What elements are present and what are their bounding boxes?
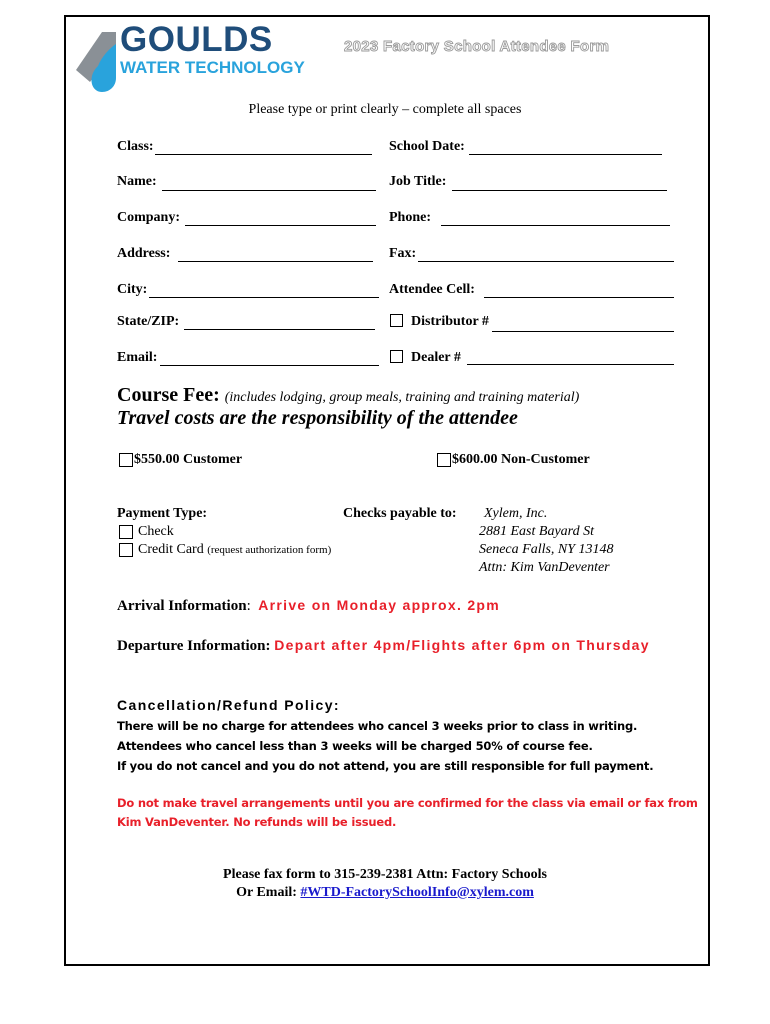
policy-warning-1: Do not make travel arrangements until you are confirmed for the class via email or fax from [117,796,698,810]
address-field[interactable] [178,261,373,262]
job-title-label: Job Title: [389,174,447,189]
check-label: Check [138,524,174,539]
school-date-field[interactable] [469,154,662,155]
email-field[interactable] [160,365,379,366]
brand-name: GOULDS [120,20,273,59]
checks-payable-label: Checks payable to: [343,506,457,521]
travel-note: Travel costs are the responsibility of the attendee [117,407,518,429]
distributor-checkbox[interactable] [390,314,403,327]
departure-label: Departure Information: [117,638,271,654]
state-zip-label: State/ZIP: [117,314,180,329]
arrival-row: Arrival Information: Arrive on Monday approx. 2pm [117,597,501,614]
customer-option-label: $550.00 Customer [134,452,243,467]
state-zip-field[interactable] [184,329,375,330]
payee-line-3: Seneca Falls, NY 13148 [479,542,614,557]
form-title: 2023 Factory School Attendee Form [344,38,610,55]
email-label: Email: [117,350,158,365]
class-label: Class: [117,139,154,154]
distributor-field[interactable] [492,331,674,332]
check-checkbox[interactable] [119,525,133,539]
payee-line-1: Xylem, Inc. [484,506,548,521]
city-label: City: [117,282,148,297]
course-fee-heading: Course Fee: (includes lodging, group meals, training and training material) [117,384,580,406]
dealer-checkbox[interactable] [390,350,403,363]
instructions: Please type or print clearly – complete all spaces [248,102,522,117]
attendee-cell-field[interactable] [484,297,674,298]
departure-value: Depart after 4pm/Flights after 6pm on Thursday [274,637,650,653]
policy-line-3: If you do not cancel and you do not attend, you are still responsible for full payment. [117,759,654,773]
customer-checkbox[interactable] [119,453,133,467]
company-field[interactable] [185,225,376,226]
name-label: Name: [117,174,157,189]
school-date-label: School Date: [389,139,465,154]
noncustomer-option-label: $600.00 Non-Customer [452,452,590,467]
payment-type-label: Payment Type: [117,506,208,521]
credit-card-checkbox[interactable] [119,543,133,557]
distributor-label: Distributor # [411,314,489,329]
credit-card-note: (request authorization form) [207,544,332,556]
policy-warning-2: Kim VanDeventer. No refunds will be issued. [117,815,397,829]
payee-line-2: 2881 East Bayard St [479,524,594,539]
payee-line-4: Attn: Kim VanDeventer [479,560,610,575]
fax-field[interactable] [418,261,674,262]
policy-line-2: Attendees who cancel less than 3 weeks will be charged 50% of course fee. [117,739,593,753]
name-field[interactable] [162,190,376,191]
goulds-logo-icon [72,26,118,92]
class-field[interactable] [155,154,372,155]
dealer-label: Dealer # [411,350,461,365]
fax-instructions: Please fax form to 315-239-2381 Attn: Factory Schools [223,867,547,882]
phone-label: Phone: [389,210,431,225]
policy-line-1: There will be no charge for attendees who cancel 3 weeks prior to class in writing. [117,719,638,733]
policy-heading: Cancellation/Refund Policy: [117,697,340,713]
phone-field[interactable] [441,225,670,226]
city-field[interactable] [149,297,379,298]
company-label: Company: [117,210,181,225]
arrival-value: Arrive on Monday approx. 2pm [258,597,501,613]
email-instructions: Or Email: #WTD-FactorySchoolInfo@xylem.com [236,885,534,900]
arrival-label: Arrival Information [117,598,247,614]
email-link[interactable]: #WTD-FactorySchoolInfo@xylem.com [300,885,534,900]
address-label: Address: [117,246,171,261]
credit-card-label: Credit Card (request authorization form) [138,542,332,557]
fax-label: Fax: [389,246,417,261]
course-fee-note: (includes lodging, group meals, training and training material) [224,390,580,405]
noncustomer-checkbox[interactable] [437,453,451,467]
departure-row [117,637,650,655]
dealer-field[interactable] [467,364,674,365]
attendee-cell-label: Attendee Cell: [389,282,475,297]
brand-subtitle: WATER TECHNOLOGY [120,58,305,77]
job-title-field[interactable] [452,190,667,191]
